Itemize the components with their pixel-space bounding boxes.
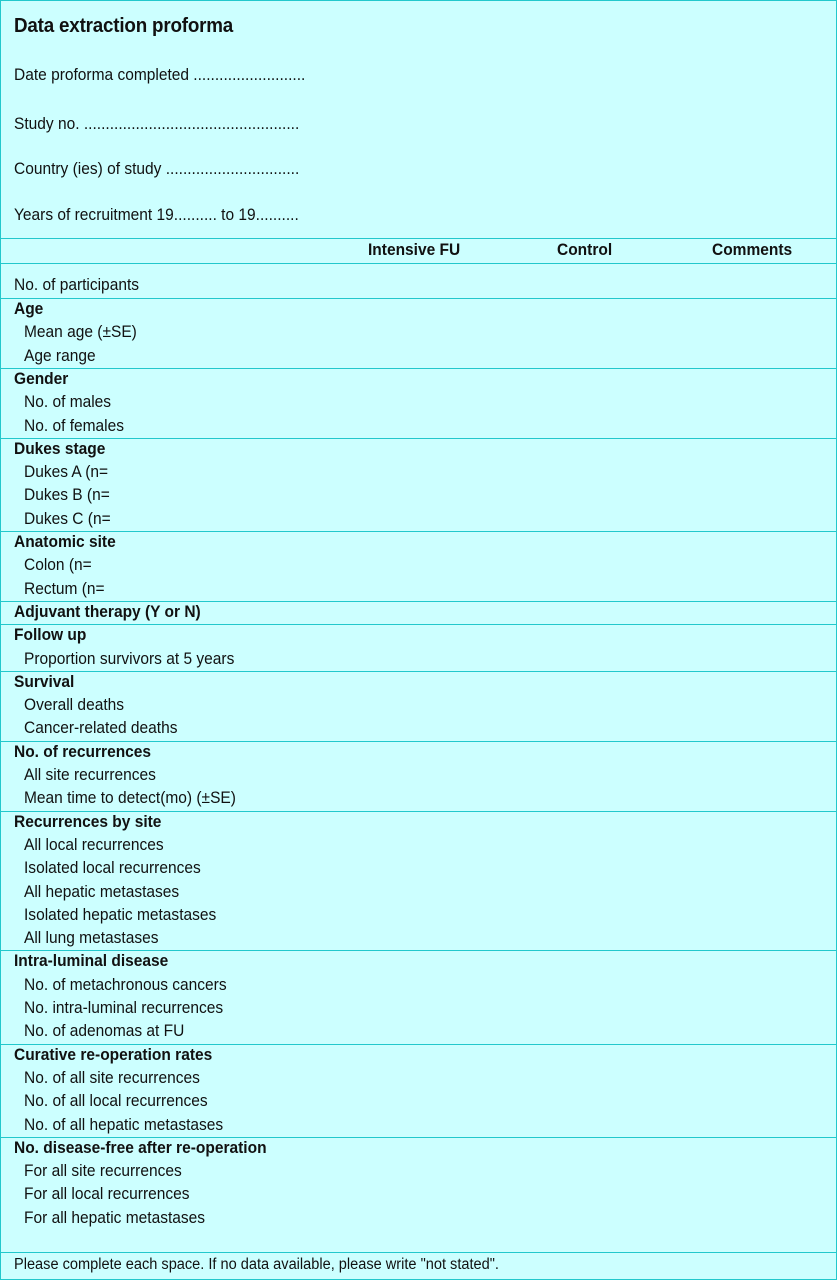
form-title: Data extraction proforma — [14, 15, 234, 37]
section-heading: Follow up — [14, 626, 87, 645]
section-item: No. of metachronous cancers — [24, 975, 227, 994]
section-heading: Dukes stage — [14, 439, 106, 458]
divider — [1, 438, 836, 439]
section-item: Isolated local recurrences — [24, 859, 201, 878]
years-recruitment-field: Years of recruitment 19.......... to 19.......... — [14, 206, 299, 224]
participants-label: No. of participants — [14, 276, 140, 294]
section-heading: Survival — [14, 672, 75, 691]
section-item: No. of all local recurrences — [24, 1092, 208, 1111]
section-heading: No. of recurrences — [14, 742, 152, 761]
section-item: Mean age (±SE) — [24, 323, 137, 342]
divider — [1, 263, 836, 264]
divider — [1, 950, 836, 951]
section-item: For all site recurrences — [24, 1162, 182, 1181]
section-item: No. of all site recurrences — [24, 1068, 200, 1087]
section-item: Isolated hepatic metastases — [24, 905, 217, 924]
section-item: All lung metastases — [24, 929, 159, 948]
section-heading: Age — [14, 300, 44, 318]
section-heading: No. disease-free after re-operation — [14, 1138, 267, 1157]
date-completed-field: Date proforma completed .......................... — [14, 66, 306, 84]
section-item: Mean time to detect(mo) (±SE) — [24, 789, 236, 808]
section-item: No. intra-luminal recurrences — [24, 999, 224, 1017]
country-field: Country (ies) of study ............................... — [14, 160, 300, 178]
divider — [1, 298, 836, 299]
section-item: No. of females — [24, 416, 125, 435]
section-item: Dukes A (n= — [24, 463, 109, 482]
divider — [1, 624, 836, 625]
section-heading: Gender — [14, 369, 69, 388]
section-item: Overall deaths — [24, 696, 125, 715]
section-item: All local recurrences — [24, 835, 164, 854]
section-item: Age range — [24, 346, 96, 365]
divider — [1, 671, 836, 672]
section-item: Colon (n= — [24, 556, 92, 575]
section-item: Cancer-related deaths — [24, 719, 178, 738]
divider — [1, 1252, 836, 1253]
section-heading: Adjuvant therapy (Y or N) — [14, 602, 201, 621]
section-item: No. of adenomas at FU — [24, 1022, 185, 1041]
section-item: For all hepatic metastases — [24, 1208, 206, 1227]
section-heading: Anatomic site — [14, 533, 116, 551]
divider — [1, 601, 836, 602]
divider — [1, 238, 836, 239]
column-header-intensive-fu: Intensive FU — [368, 241, 461, 259]
divider — [1, 368, 836, 369]
section-item: Dukes C (n= — [24, 509, 111, 528]
divider — [1, 1137, 836, 1138]
form-header — [1, 1, 836, 238]
divider — [1, 811, 836, 812]
divider — [1, 1044, 836, 1045]
divider — [1, 741, 836, 742]
study-no-field: Study no. .................................................. — [14, 115, 300, 133]
section-heading: Recurrences by site — [14, 812, 162, 831]
section-item: No. of all hepatic metastases — [24, 1115, 224, 1134]
section-item: For all local recurrences — [24, 1185, 190, 1204]
section-heading: Curative re-operation rates — [14, 1045, 213, 1064]
section-heading: Intra-luminal disease — [14, 952, 169, 971]
section-item: All site recurrences — [24, 766, 156, 784]
section-item: Dukes B (n= — [24, 486, 110, 505]
section-item: No. of males — [24, 393, 112, 412]
section-item: Proportion survivors at 5 years — [24, 649, 235, 668]
divider — [1, 531, 836, 532]
column-header-control: Control — [557, 241, 613, 259]
column-header-comments: Comments — [712, 241, 793, 259]
section-item: Rectum (n= — [24, 579, 105, 598]
footer-instructions: Please complete each space. If no data available, please write "not stated". — [14, 1256, 499, 1273]
section-item: All hepatic metastases — [24, 882, 180, 901]
